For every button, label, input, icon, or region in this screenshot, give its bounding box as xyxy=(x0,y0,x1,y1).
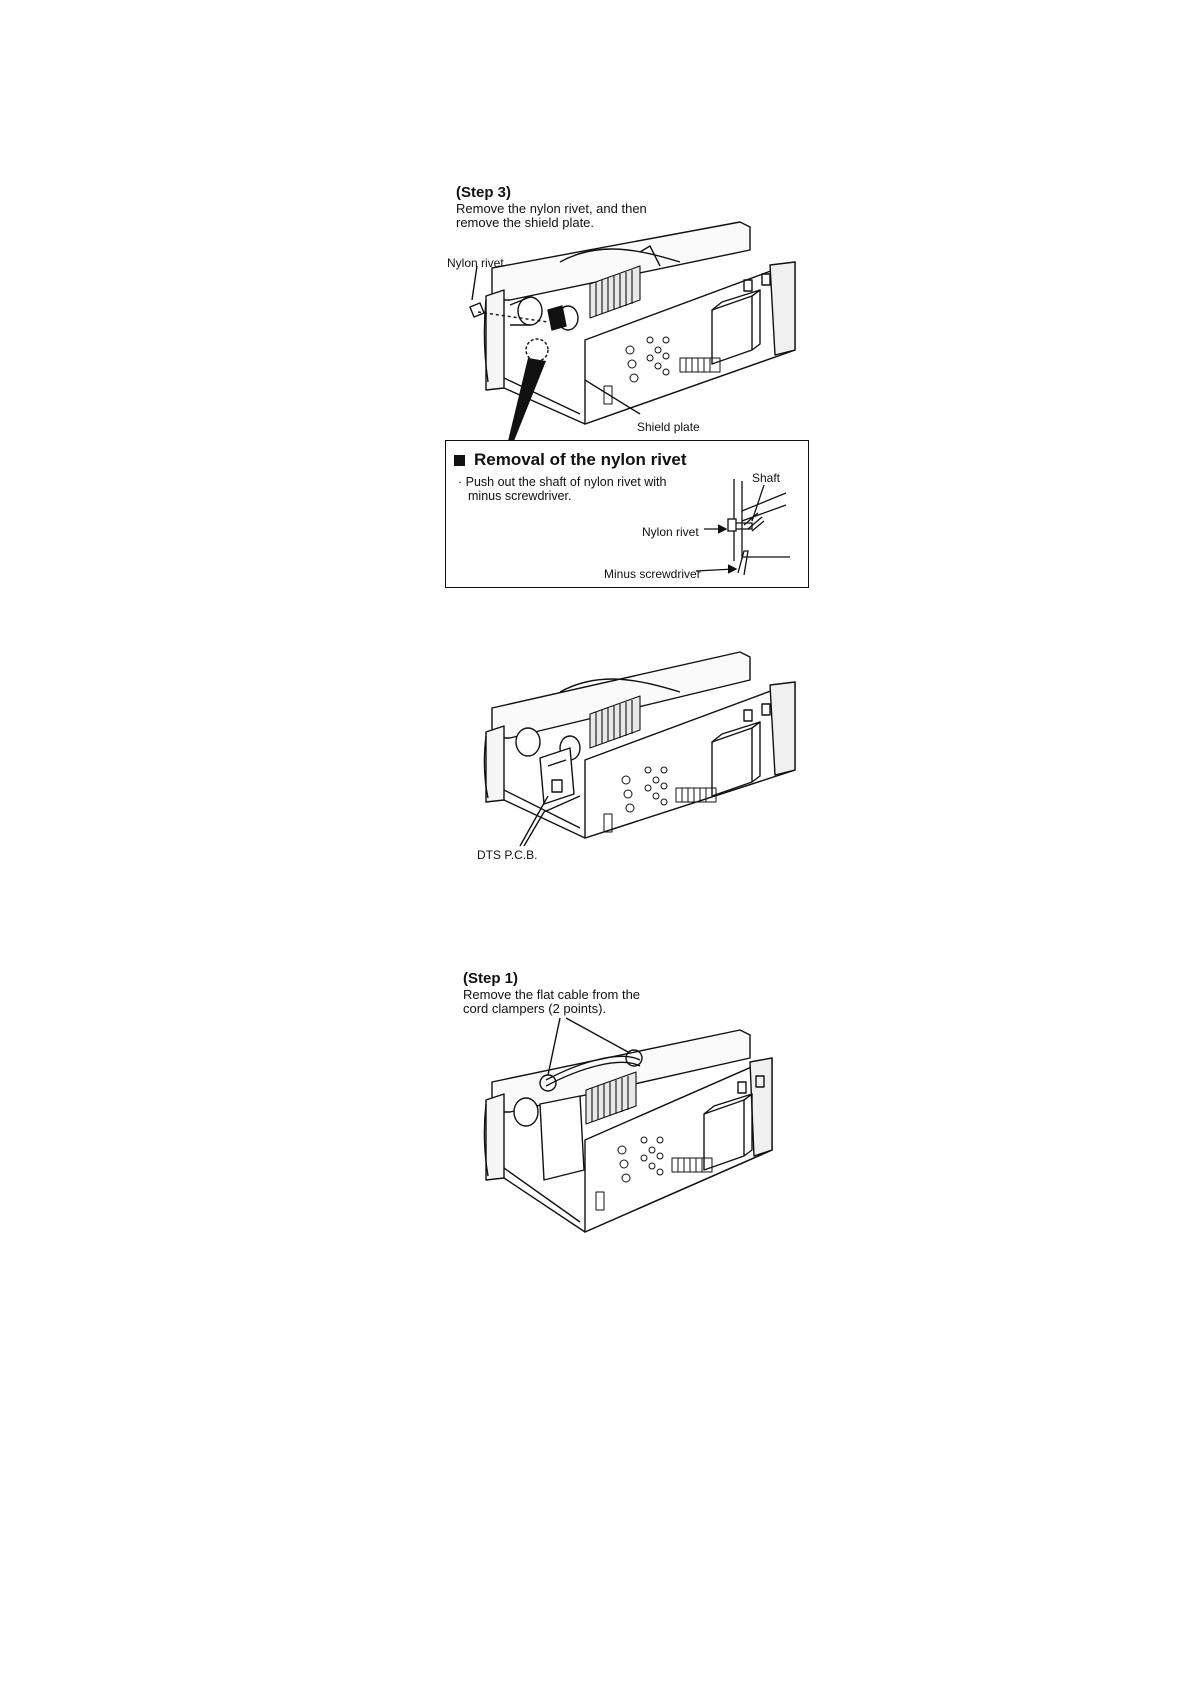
inset-nylon-rivet-label: Nylon rivet xyxy=(642,525,699,539)
inset-bullet-line1: · Push out the shaft of nylon rivet with xyxy=(458,475,667,489)
step3-text-line1: Remove the nylon rivet, and then xyxy=(456,201,647,216)
minus-screwdriver-label: Minus screwdriver xyxy=(604,567,701,581)
step3-text-line2: remove the shield plate. xyxy=(456,215,595,230)
step1-text-line2: cord clampers (2 points). xyxy=(463,1001,607,1016)
step3-title: (Step 3) xyxy=(456,184,512,201)
dts-pcb-label: DTS P.C.B. xyxy=(477,848,538,862)
inset-title-text: Removal of the nylon rivet xyxy=(474,450,687,469)
shield-plate-label: Shield plate xyxy=(637,420,700,434)
inset-bullet-line2: minus screwdriver. xyxy=(468,489,572,503)
shaft-label: Shaft xyxy=(752,471,781,485)
step1-text-line1: Remove the flat cable from the xyxy=(463,987,641,1002)
nylon-rivet-label: Nylon rivet xyxy=(447,256,504,270)
step1-title: (Step 1) xyxy=(463,970,519,987)
